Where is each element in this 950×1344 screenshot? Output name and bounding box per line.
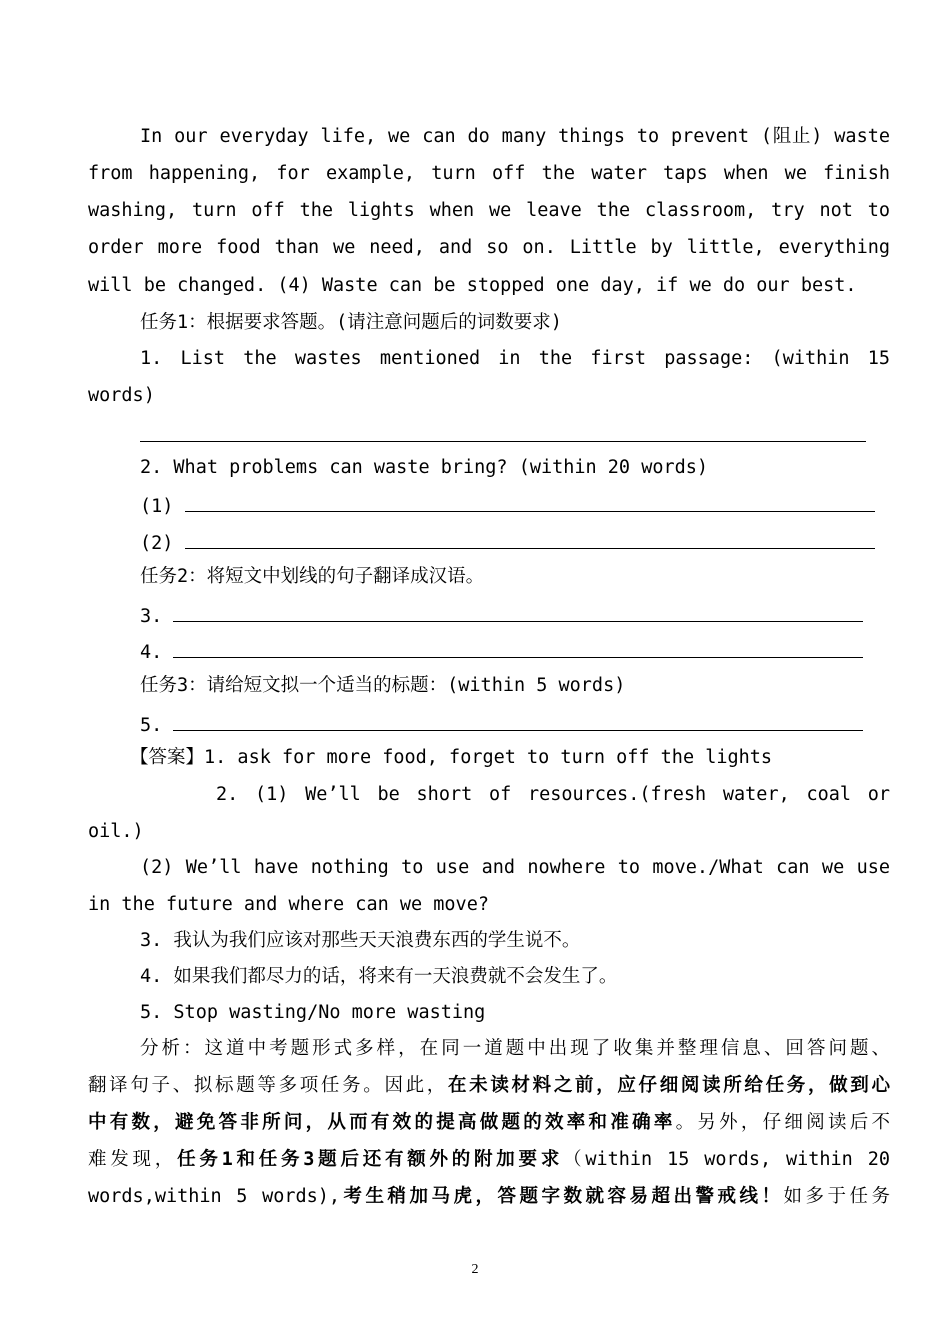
answer-5: 5. Stop wasting/No more wasting — [140, 1002, 486, 1023]
answer-2-sub2-line-2: in the future and where can we move? — [88, 894, 489, 915]
passage-line-1: In our everyday life, we can do many things to prevent (阻止) waste — [140, 126, 890, 147]
answer-blank-2-2 — [185, 522, 875, 549]
task2-heading: 任务2：将短文中划线的句子翻译成汉语。 — [140, 566, 485, 587]
passage-line-4: order more food than we need, and so on. Little by little, everything — [88, 237, 890, 258]
question-2-sub-2 — [140, 522, 875, 559]
analysis-line-3 — [88, 1104, 890, 1141]
passage-line-5: will be changed. (4) Waste can be stopped one day, if we do our best. — [88, 275, 857, 296]
answer-blank-5 — [173, 704, 863, 731]
q3-label: 3. — [140, 606, 163, 627]
answer-blank-3 — [173, 595, 863, 622]
answer-line-1 — [130, 739, 772, 776]
answer-blank-1 — [140, 415, 866, 452]
question-4 — [140, 631, 863, 668]
question-1-line-1: 1. List the wastes mentioned in the first passage: (within 15 — [140, 348, 890, 369]
analysis-text: （within 15 words, within 20 — [563, 1149, 890, 1170]
answer-1: 1. ask for more food, forget to turn off the lights — [204, 747, 773, 768]
answer-4: 4. 如果我们都尽力的话，将来有一天浪费就不会发生了。 — [140, 966, 618, 987]
analysis-emphasis: 在未读材料之前，应仔细阅读所给任务，做到心 — [447, 1075, 890, 1096]
analysis-text: 。另外，仔细阅读后不 — [675, 1112, 890, 1133]
sub-label-1: (1) — [140, 496, 174, 517]
page-number: 2 — [471, 1262, 479, 1277]
answer-2-line-2: oil.) — [88, 821, 144, 842]
question-2-sub-1 — [140, 485, 875, 522]
analysis-emphasis: 考生稍加马虎，答题字数就容易超出警戒线！ — [340, 1186, 784, 1207]
answer-label: 【答案】 — [130, 747, 205, 768]
analysis-emphasis: 中有数，避免答非所问，从而有效的提高做题的效率和准确率 — [88, 1112, 676, 1133]
answer-blank-2-1 — [185, 485, 875, 512]
analysis-emphasis: 任务1和任务3题后还有额外的附加要求 — [177, 1149, 564, 1170]
task1-heading: 任务1：根据要求答题。(请注意问题后的词数要求) — [140, 312, 562, 333]
analysis-line-2 — [88, 1067, 890, 1104]
answer-blank-4 — [173, 631, 863, 658]
question-2: 2. What problems can waste bring? (within 20 words) — [140, 457, 709, 478]
task3-heading: 任务3：请给短文拟一个适当的标题：(within 5 words) — [140, 675, 626, 696]
q5-label: 5. — [140, 715, 163, 736]
answer-2-sub2-line-1: (2) We’ll have nothing to use and nowhere to move./What can we use — [140, 857, 890, 878]
passage-line-3: washing, turn off the lights when we leave the classroom, try not to — [88, 200, 890, 221]
analysis-text: 翻译句子、拟标题等多项任务。因此， — [88, 1075, 448, 1096]
question-3 — [140, 595, 863, 632]
analysis-text: 难发现， — [88, 1149, 178, 1170]
analysis-line-4 — [88, 1141, 890, 1178]
answer-3: 3. 我认为我们应该对那些天天浪费东西的学生说不。 — [140, 930, 581, 951]
analysis-line-5 — [88, 1178, 890, 1215]
analysis-text: words,within 5 words), — [88, 1186, 341, 1207]
analysis-line-1: 分析：这道中考题形式多样，在同一道题中出现了收集并整理信息、回答问题、 — [140, 1038, 890, 1059]
question-1-line-2: words) — [88, 385, 155, 406]
answer-2-line-1: 2. (1) We’ll be short of resources.(fresh water, coal or — [216, 784, 890, 805]
passage-line-2: from happening, for example, turn off the water taps when we finish — [88, 163, 890, 184]
q4-label: 4. — [140, 642, 163, 663]
analysis-text: 如多于任务 — [783, 1186, 890, 1207]
question-5 — [140, 704, 863, 741]
sub-label-2: (2) — [140, 533, 174, 554]
